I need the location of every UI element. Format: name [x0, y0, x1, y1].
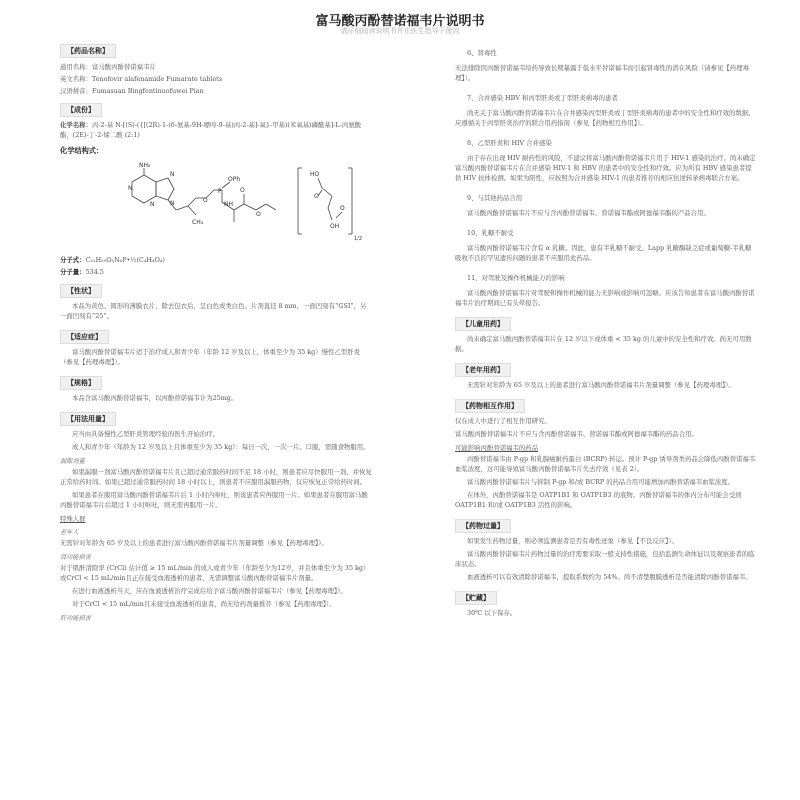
section-header-specification: 【规格】: [60, 376, 102, 390]
atom-o-carbonyl: O: [240, 187, 245, 194]
pinyin-name: 汉语拼音：Fumasuan Bingfentinuofuwei Pian: [60, 87, 204, 95]
children-text: 尚未确定富马酸丙酚替诺福韦片在 12 岁以下或体重 < 35 kg 的儿童中的安全性和疗效。尚无可用数据。: [455, 335, 752, 353]
molecular-formula-value: C₂₁H₂₉O₅N₆P•½(C₄H₄O₄): [85, 256, 165, 264]
salt-ratio: 1/2: [354, 236, 363, 242]
dosage-intro: 应当由具备慢性乙型肝炎管理经验的医生开始治疗。: [72, 430, 219, 438]
interaction-text-5: 在体外，丙酚替诺福韦是 OATP1B1 和 OATP1B3 的底物。丙酚替诺福韦的体内分布可能会受到 OATP1B1 和/或 OATP1B3 活性的影响。: [455, 491, 742, 509]
characteristics-text: 本品为黄色、圆形的薄膜衣片，除去包衣后，呈白色或类白色。片剂直径 8 mm，一面凹刻有“GSI”，另一面凹刻有“25”。: [60, 302, 367, 320]
chemical-name-text: 丙-2-基 N-[(S)-({[(2R)-1-(6-氨基-9H-嘌呤-9-基)丙-2-基]-氧}-甲基)(苯氧基)磷酰基]-L-丙氨酸酯，(2E)-丁-2-烯二酸 (2:1): [60, 121, 361, 139]
missed-dose-text-2: 如果患者在服用富马酸丙酚替诺福韦片后 1 小时内呕吐，则该患者应再服用一片。如果患者在服用富马酸丙酚替诺福韦片后超过 1 小时呕吐，则无需再服用一片。: [60, 491, 368, 509]
section-header-children: 【儿童用药】: [455, 317, 511, 331]
chemical-structure: [60, 160, 363, 250]
overdose-text-2: 富马酸丙酚替诺福韦片药物过量的治疗需要采取一般支持性措施，包括监测生命体征以及观察患者的临床状态。: [455, 550, 755, 568]
item-10-heading: 10、乳糖不耐受: [467, 229, 514, 237]
atom-oh: OH: [330, 223, 340, 230]
interaction-text-4: 富马酸丙酚替诺福韦片与抑制 P-gp 和/或 BCRP 的药品合用可能增加丙酚替诺福韦血浆浓度。: [467, 478, 735, 486]
item-7-heading: 7、合并感染 HBV 和丙型肝炎或丁型肝炎病毒的患者: [467, 94, 618, 102]
atom-o-acid-2: O: [340, 205, 345, 212]
english-name: 英文名称：Tenofovir alafenamide Fumarate tablets: [60, 75, 222, 83]
hepatic-impairment-label: 肝功能损害: [60, 615, 91, 622]
atom-oph: OPh: [228, 176, 241, 183]
section-header-overdose: 【药物过量】: [455, 519, 511, 533]
overdose-text-3: 血液透析可以有效清除替诺福韦，提取系数约为 54%。尚不清楚腹膜透析是否能清除丙酚替诺福韦。: [467, 573, 752, 581]
elderly-use-text: 无需针对年龄为 65 岁及以上的患者进行富马酸丙酚替诺福韦片剂量调整（参见【药理毒理】）。: [467, 381, 735, 389]
molecular-formula-label: 分子式：: [60, 256, 86, 264]
atom-n3: N: [150, 201, 155, 208]
atom-nh: NH: [224, 201, 233, 208]
chemical-name-label: 化学名称：: [60, 121, 92, 129]
item-9-heading: 9、与其他药品合用: [467, 194, 523, 202]
renal-text-3: 对于CrCl < 15 mL/min且未接受血液透析的患者，尚无给药剂量推荐（参见【药理毒理】）。: [72, 600, 336, 608]
atom-nh2: NH₂: [139, 162, 151, 169]
specification-text: 本品含富马酸丙酚替诺福韦，以丙酚替诺福韦计为25mg。: [72, 394, 238, 402]
renal-impairment-label: 肾功能损害: [60, 554, 91, 561]
molecular-weight: [60, 266, 372, 278]
elderly-text: 无需针对年龄为 65 岁及以上的患者进行富马酸丙酚替诺福韦片剂量调整（参见【药理毒理】）。: [60, 539, 328, 547]
item-7-text: 尚无关于富马酸丙酚替诺福韦片在合并感染丙型肝炎或丁型肝炎病毒的患者中的安全性和疗效的数据。应遵循关于丙型肝炎治疗的联合用药指南（参见【药物相互作用】）。: [455, 109, 755, 127]
item-6-heading: 6、肾毒性: [467, 49, 497, 57]
atom-n1: N: [128, 185, 133, 192]
structure-drawing: [60, 160, 363, 250]
section-header-storage: 【贮藏】: [455, 591, 497, 605]
missed-dose-label: 漏服剂量: [60, 458, 85, 465]
atom-ho: HO: [310, 171, 320, 178]
section-header-characteristics: 【性状】: [60, 284, 102, 298]
molecular-weight-value: 534.5: [85, 268, 104, 276]
interaction-text-3: 丙酚替诺福韦由 P-gp 和乳腺癌耐药蛋白 (BCRP) 转运。预计 P-gp 诱导剂类药品会降低丙酚替诺福韦血浆浓度，这可能导致富马酸丙酚替诺福韦片失去疗效（见表 2）。: [455, 455, 756, 473]
atom-n7: N: [170, 171, 175, 178]
chemical-name: [60, 120, 372, 140]
document-title: 富马酸丙酚替诺福韦片说明书: [315, 14, 485, 29]
molecular-weight-label: 分子量：: [60, 268, 86, 276]
storage-text: 30℃ 以下保存。: [467, 609, 517, 617]
section-header-drug-name: 【药品名称】: [60, 44, 116, 58]
overdose-text-1: 如果发生药物过量，则必须监测患者是否有毒性迹象（参见【不良反应】）。: [467, 537, 678, 545]
item-8-text: 由于存在出现 HIV 耐药性的风险，不建议将富马酸丙酚替诺福韦片用于 HIV-1 感染的治疗。尚未确定富马酸丙酚替诺福韦片在合并感染 HIV-1 和 HBV 的患者中的安全性和疗效。应为所有 HBV 感染患者提供 HIV 抗体检测。如果为阳性，应按照为合并感染 HIV-1 的患者推荐的相应抗逆转录病毒联合方案。: [455, 154, 756, 182]
molecular-formula: [60, 254, 372, 266]
item-11-text: 富马酸丙酚替诺福韦片对驾驶和操作机械的能力无影响或影响可忽略。应该告知患者在富马酸丙酚替诺福韦片治疗期间已有头晕报告。: [455, 289, 755, 307]
dosage-adult: 成人和青少年（年龄为 12 岁及以上且体重至少为 35 kg）：每日一次，一次一片。口服，需随食物服用。: [72, 443, 370, 451]
item-6-text: 无法排除因丙酚替诺福韦给药导致长期暴露于低水平替诺福韦而引起肾毒性的潜在风险（请参见【药理毒理】）。: [455, 64, 749, 82]
interaction-text-1: 仅在成人中进行了相互作用研究。: [455, 417, 551, 425]
atom-o-ether: O: [203, 197, 208, 204]
section-header-interactions: 【药物相互作用】: [455, 399, 525, 413]
right-column: [455, 38, 757, 621]
left-column: [60, 38, 372, 624]
item-8-heading: 8、乙型肝炎和 HIV 合并感染: [467, 139, 552, 147]
missed-dose-text-1: 如果漏服一剂富马酸丙酚替诺福韦片且已超过通常服药时间不足 18 小时，则患者应尽快服用一剂，并恢复正常给药时间。如果已超过通常服药时间 18 小时以上，则患者不应服用漏服药物，仅应恢复正常给药时间。: [60, 468, 372, 486]
item-11-heading: 11、对驾驶及操作机械能力的影响: [467, 274, 565, 282]
elderly-label: 老年人: [60, 529, 79, 536]
atom-o-acid-1: O: [314, 193, 319, 200]
item-10-text: 富马酸丙酚替诺福韦片含有 α 乳糖。因此，患有半乳糖不耐受、Lapp 乳糖酶缺乏症或葡萄糖-半乳糖吸收不良的罕见遗传问题的患者不应服用此药品。: [455, 244, 752, 262]
renal-text-2: 在进行血液透析当天，应在血液透析治疗完成后给予富马酸丙酚替诺福韦片（参见【药理毒理】）。: [72, 587, 347, 595]
indications-text: 富马酸丙酚替诺福韦片适于治疗成人和青少年（年龄 12 岁及以上，体重至少为 35 kg）慢性乙型肝炎（参见【药理毒理】）。: [60, 348, 360, 366]
section-header-indications: 【适应症】: [60, 330, 109, 344]
document-subtitle: 请仔细阅读说明书并在医生指导下使用: [340, 27, 460, 35]
structure-label: 化学结构式：: [60, 146, 104, 155]
special-populations-label: 特殊人群: [60, 515, 86, 523]
section-header-dosage: 【用法用量】: [60, 412, 116, 426]
section-header-elderly: 【老年用药】: [455, 363, 511, 377]
renal-text-1: 对于肌酐清除率 (CrCl) 估计值 ≥ 15 mL/min 的成人或青少年（年龄至少为12岁，并且体重至少为 35 kg）或CrCl < 15 mL/min且正在接受血液透析的患者，无需调整富马酸丙酚替诺福韦片剂量。: [60, 564, 370, 582]
atom-ch3: CH₃: [192, 219, 204, 226]
section-header-composition: 【成份】: [60, 103, 102, 117]
interaction-text-2: 富马酸丙酚替诺福韦片不应与含丙酚替诺福韦、替诺福韦酯或阿德福韦酯的药品合用。: [455, 430, 698, 438]
item-9-text: 富马酸丙酚替诺福韦片不应与含丙酚替诺福韦、替诺福韦酯或阿德福韦酯的产品合用。: [467, 209, 710, 217]
atom-o-ester: O: [256, 211, 261, 218]
generic-name: 通用名称：富马酸丙酚替诺福韦片: [60, 63, 156, 71]
interaction-subheading: 可能影响丙酚替诺福韦的药品: [455, 444, 539, 452]
atom-p: P: [218, 188, 222, 195]
atom-n9: N: [170, 200, 175, 207]
